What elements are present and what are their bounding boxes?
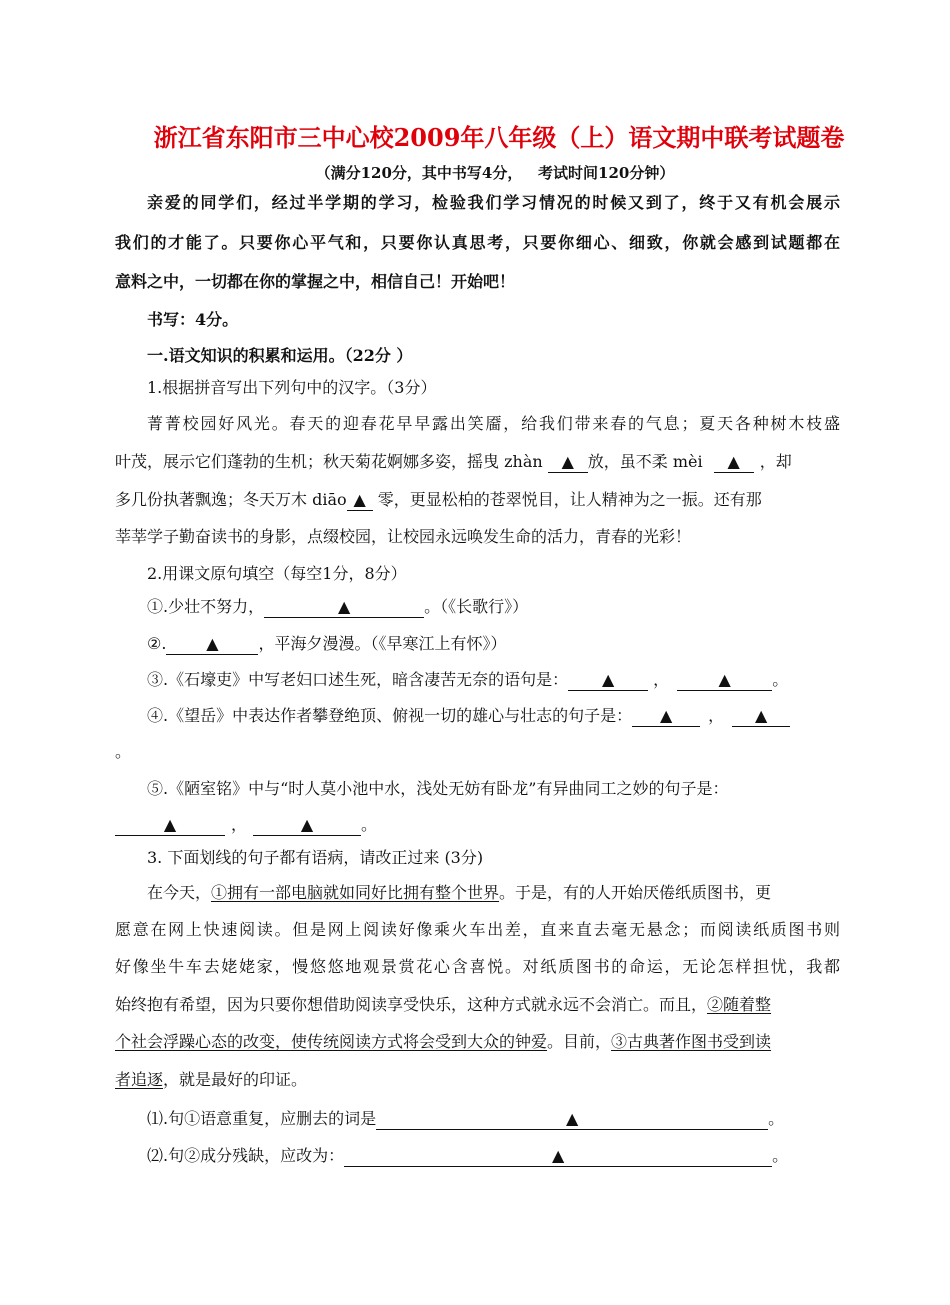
q2-item-2 <box>147 634 840 655</box>
q3-passage-line-1 <box>147 883 840 903</box>
q1-text: 叶茂，展示它们蓬勃的生机；秋天菊花婀娜多姿，摇曳 zhàn <box>115 452 548 471</box>
intro-line-2: 我们的才能了。只要你心平气和，只要你认真思考，只要你细心、细致，你就会感到试题都在 <box>115 233 840 252</box>
q2-item-3-sep: ， <box>648 670 670 689</box>
q3-underlined-sentence-1: ①拥有一部电脑就如同好比拥有整个世界 <box>211 883 500 902</box>
q2-item-2-text: ②. <box>147 634 167 653</box>
q2-item-1 <box>147 597 840 618</box>
q1-text: 零，更显松柏的苍翠悦目，让人精神为之一振。还有那 <box>372 490 762 509</box>
q2-blank-5a[interactable] <box>115 815 225 836</box>
blank-marker-icon: ▲ <box>300 815 314 834</box>
q3-passage-line-2: 愿意在网上快速阅读。但是网上阅读好像乘火车出差，直来直去毫无悬念；而阅读纸质图书则 <box>115 920 840 939</box>
q2-blank-3b[interactable] <box>677 670 772 691</box>
blank-marker-icon: ▲ <box>565 1109 579 1128</box>
q3-prompt: 3. 下面划线的句子都有语病，请改正过来 (3分) <box>147 848 484 867</box>
q3-passage-line-3: 好像坐牛车去姥姥家，慢悠悠地观景赏花心含喜悦。对纸质图书的命运，无论怎样担忧，我都 <box>115 957 840 976</box>
q3-underlined-sentence-2: ②随着整 <box>707 995 772 1014</box>
q3-text: 。于是，有的人开始厌倦纸质图书，更 <box>499 883 772 902</box>
blank-marker-icon: ▲ <box>561 452 574 471</box>
q3-passage-line-5 <box>115 1032 840 1052</box>
q2-blank-2[interactable] <box>166 634 258 655</box>
q3-underlined-sentence-3-cont: 者追逐 <box>115 1070 164 1089</box>
q2-item-1-source: 。（《长歌行》） <box>424 597 529 616</box>
q3-answer-blank-1[interactable] <box>376 1109 768 1130</box>
q1-paragraph-line-2 <box>115 452 840 473</box>
q3-text: 始终抱有希望，因为只要你想借助阅读享受快乐，这种方式就永远不会消亡。而且， <box>115 995 708 1014</box>
q3-underlined-sentence-2-cont: 个社会浮躁心态的改变，使传统阅读方式将会受到大众的钟爱 <box>115 1032 548 1051</box>
exam-subtitle: （满分120分，其中书写4分， 考试时间120分钟） <box>315 164 675 182</box>
blank-marker-icon: ▲ <box>337 597 351 616</box>
blank-marker-icon: ▲ <box>353 490 366 509</box>
blank-marker-icon: ▲ <box>727 452 740 471</box>
q2-item-4-text: ④.《望岳》中表达作者攀登绝顶、俯视一切的雄心与壮志的句子是： <box>147 706 633 725</box>
q1-blank-zhan[interactable] <box>548 452 588 473</box>
q2-item-1-text: ①.少壮不努力， <box>147 597 265 616</box>
q1-blank-mei[interactable] <box>714 452 754 473</box>
handwriting-note: 书写：4分。 <box>147 310 239 329</box>
q3-underlined-sentence-3: ③古典著作图书受到读 <box>611 1032 772 1051</box>
blank-marker-icon: ▲ <box>659 706 673 725</box>
q2-item-3-text: ③.《石壕吏》中写老妇口述生死，暗含凄苦无奈的语句是： <box>147 670 569 689</box>
q2-item-5-blanks <box>115 815 840 836</box>
q3-sub-2 <box>147 1146 840 1167</box>
q1-text: ，却 <box>759 452 792 471</box>
q3-answer-blank-2[interactable] <box>344 1146 772 1167</box>
intro-line-3: 意料之中，一切都在你的掌握之中，相信自己！开始吧！ <box>115 272 516 291</box>
q2-prompt: 2.用课文原句填空（每空1分，8分） <box>147 564 407 583</box>
q2-blank-4b[interactable] <box>732 706 790 727</box>
section-1-heading: 一.语文知识的积累和运用。（22分 ） <box>147 346 413 365</box>
blank-marker-icon: ▲ <box>754 706 768 725</box>
q3-passage-line-6 <box>115 1070 840 1090</box>
q1-text: 放，虽不柔 mèi <box>587 452 708 471</box>
q3-passage-line-4 <box>115 995 840 1015</box>
q1-paragraph-line-3 <box>115 490 840 511</box>
q2-item-5-sep: ， <box>231 815 248 834</box>
q2-item-5: ⑤.《陋室铭》中与“时人莫小池中水，浅处无妨有卧龙”有异曲同工之妙的句子是： <box>147 779 729 798</box>
q2-item-5-end: 。 <box>361 815 378 834</box>
intro-line-1: 亲爱的同学们，经过半学期的学习，检验我们学习情况的时候又到了，终于又有机会展示 <box>147 193 840 212</box>
blank-marker-icon: ▲ <box>718 670 731 689</box>
blank-marker-icon: ▲ <box>601 670 615 689</box>
q1-paragraph-line-1: 菁菁校园好风光。春天的迎春花早早露出笑靥，给我们带来春的气息；夏天各种树木枝盛 <box>147 414 840 433</box>
q2-blank-5b[interactable] <box>253 815 361 836</box>
q3-sub-1 <box>147 1109 840 1130</box>
q3-text: 在今天， <box>147 883 212 902</box>
q2-item-3-end: 。 <box>772 670 789 689</box>
blank-marker-icon: ▲ <box>551 1146 565 1165</box>
q3-sub-2-end: 。 <box>772 1146 789 1165</box>
q1-text: 多几份执著飘逸；冬天万木 diāo <box>115 490 347 509</box>
q2-blank-1[interactable] <box>264 597 424 618</box>
q1-blank-diao[interactable] <box>347 490 373 511</box>
q1-prompt: 1.根据拼音写出下列句中的汉字。（3分） <box>147 378 437 397</box>
q3-sub-2-text: ⑵.句②成分残缺，应改为： <box>147 1146 345 1165</box>
q3-text: ，就是最好的印证。 <box>163 1070 308 1089</box>
q2-item-4-end: 。 <box>115 742 132 761</box>
q3-sub-1-end: 。 <box>768 1109 785 1128</box>
q2-item-4 <box>147 706 840 727</box>
q2-item-4-sep: ， <box>708 706 725 725</box>
q2-item-2-source: ，平海夕漫漫。（《早寒江上有怀》） <box>258 634 507 653</box>
q1-paragraph-line-4: 莘莘学子勤奋读书的身影，点缀校园，让校园永远唤发生命的活力，青春的光彩！ <box>115 527 692 546</box>
q2-item-3 <box>147 670 840 691</box>
blank-marker-icon: ▲ <box>206 634 219 653</box>
q2-blank-3a[interactable] <box>568 670 648 691</box>
blank-marker-icon: ▲ <box>163 815 177 834</box>
exam-title: 浙江省东阳市三中心校2009年八年级（上）语文期中联考试题卷 <box>153 123 845 152</box>
q3-text: 。目前， <box>547 1032 612 1051</box>
q2-blank-4a[interactable] <box>632 706 700 727</box>
q3-sub-1-text: ⑴.句①语意重复，应删去的词是 <box>147 1109 377 1128</box>
